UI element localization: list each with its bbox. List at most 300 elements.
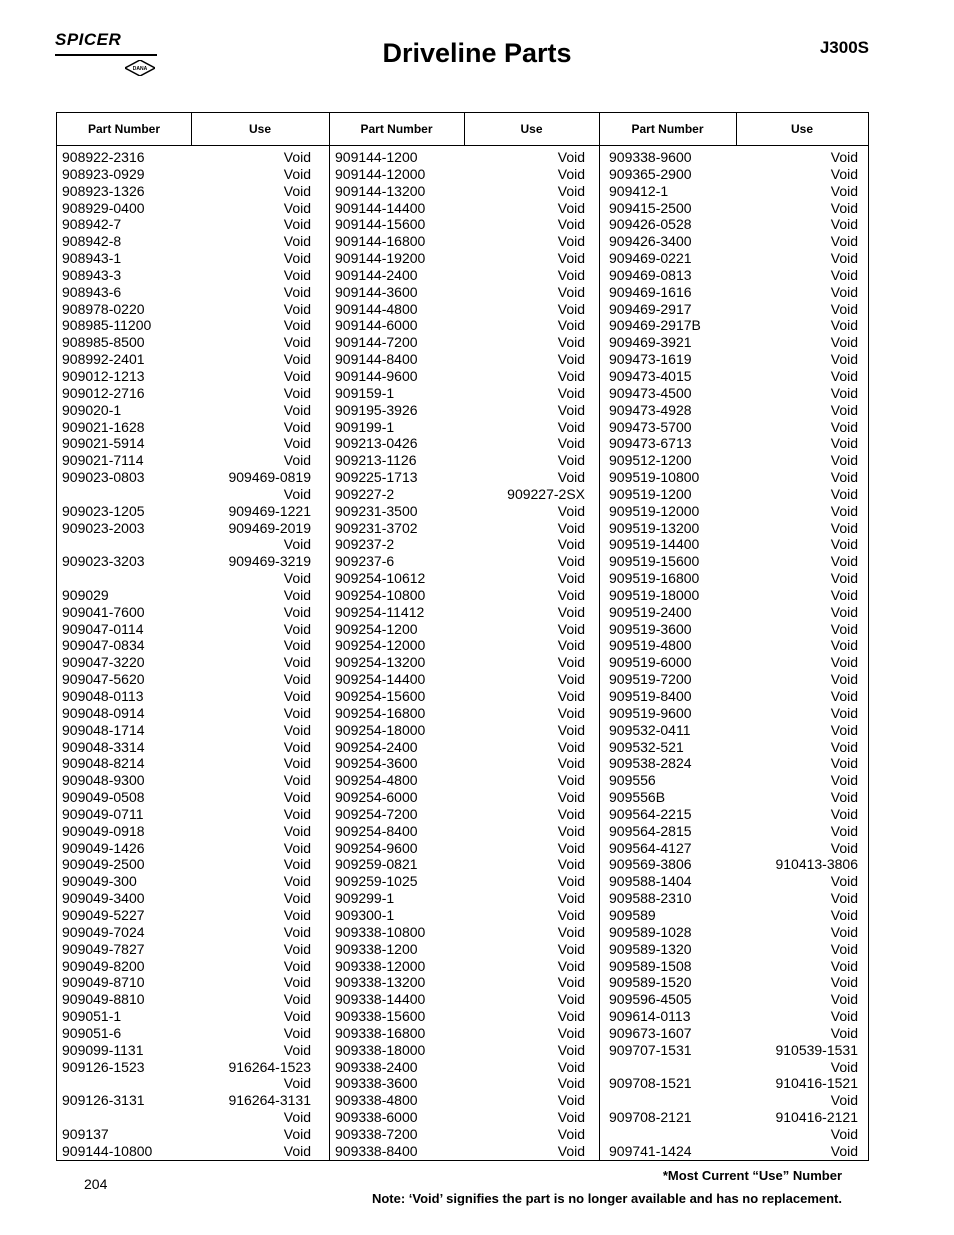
use-value: Void [830,822,858,839]
column-divider [329,113,330,1160]
use-value: Void [557,721,585,738]
use-value: Void [830,586,858,603]
use-value: 909469-0819 [228,469,311,486]
table-row [62,654,311,671]
table-row [335,486,585,503]
part-number: 909012-2716 [62,384,145,401]
use-value: Void [830,300,858,317]
part-number: 909538-2824 [609,755,692,772]
table-row [335,688,585,705]
use-value: Void [830,738,858,755]
table-row [609,806,858,823]
table-row [609,941,858,958]
use-value: Void [557,519,585,536]
table-row [335,1059,585,1076]
use-value: Void [557,856,585,873]
table-row [609,637,858,654]
table-row [335,671,585,688]
use-value: Void [830,721,858,738]
use-value: Void [283,435,311,452]
part-number: 909195-3926 [335,401,418,418]
table-row [609,553,858,570]
part-number: 909519-12000 [609,502,700,519]
part-number: 909708-1521 [609,1075,692,1092]
table-row [62,755,311,772]
table-row [335,452,585,469]
table-row [335,1042,585,1059]
use-value: Void [830,873,858,890]
table-row [335,216,585,233]
table-row [609,200,858,217]
part-number: 909051-1 [62,1008,122,1025]
table-row [335,991,585,1008]
part-number: 909473-4015 [609,367,692,384]
use-value: Void [557,688,585,704]
table-row [609,385,858,402]
part-number: 909519-3600 [609,620,692,637]
part-number: 909041-7600 [62,603,145,620]
part-number: 909020-1 [62,401,122,418]
part-number: 908943-6 [62,283,122,300]
table-row [335,368,585,385]
table-row [62,621,311,638]
table-row [335,907,585,924]
use-value: 910539-1531 [775,1041,858,1058]
part-number: 909048-9300 [62,772,145,789]
table-row [335,941,585,958]
table-row [609,1042,858,1059]
part-number: 909144-8400 [335,351,418,368]
part-number: 909473-4500 [609,384,692,401]
part-number: 909707-1531 [609,1041,692,1058]
use-value: Void [557,367,585,384]
table-row [335,924,585,941]
table-row [609,284,858,301]
table-row [609,1075,858,1092]
use-value: Void [830,452,858,469]
table-row [609,435,858,452]
use-value: Void [557,603,585,620]
use-value: Void [830,149,858,165]
part-number: 909144-15600 [335,216,426,233]
table-row [335,722,585,739]
use-value: Void [830,1008,858,1025]
use-value: Void [283,250,311,267]
part-number: 909227-2 [335,485,395,502]
use-value: Void [830,755,858,772]
part-number: 909049-0711 [62,805,144,822]
table-row [335,739,585,756]
use-value: Void [283,789,311,806]
table-row [335,1126,585,1143]
column-divider [599,113,600,1160]
part-number: 908929-0400 [62,199,145,216]
table-row [62,1059,311,1076]
part-number: 909589-1028 [609,923,692,940]
table-row [609,974,858,991]
part-number: 909569-3806 [609,856,692,873]
table-row [609,705,858,722]
table-row [62,587,311,604]
use-value: Void [830,637,858,654]
part-number: 909338-8400 [335,1142,418,1159]
use-value: Void [283,721,311,738]
part-number: 908923-0929 [62,165,145,182]
table-row [62,183,311,200]
table-row [335,1143,585,1160]
table-row [62,941,311,958]
table-row [609,958,858,975]
table-row [609,856,858,873]
part-number: 909365-2900 [609,165,692,182]
part-number: 909254-16800 [335,704,426,721]
part-number: 909596-4505 [609,991,692,1008]
part-number: 909519-16800 [609,570,700,587]
part-number: 909144-4800 [335,300,418,317]
use-value: Void [830,1142,858,1159]
table-row [609,1143,858,1160]
part-number: 909259-0821 [335,856,418,873]
table-row [62,351,311,368]
table-row [335,958,585,975]
table-row [335,553,585,570]
part-number: 909589-1320 [609,940,692,957]
table-row [62,806,311,823]
part-number: 909199-1 [335,418,395,435]
part-number: 909254-18000 [335,721,426,738]
part-number: 909614-0113 [609,1008,691,1025]
use-value: Void [557,266,585,283]
use-value: Void [830,570,858,587]
use-value: Void [283,418,311,435]
use-value: Void [557,216,585,233]
use-value: Void [557,384,585,401]
part-number: 909469-3921 [609,334,692,351]
part-number: 909029 [62,586,109,603]
use-value: Void [283,165,311,182]
part-number: 909254-1200 [335,620,418,637]
table-row [335,654,585,671]
part-number: 909144-3600 [335,283,418,300]
part-number: 909556 [609,772,656,789]
table-row [609,671,858,688]
use-value: 910416-2121 [775,1109,858,1126]
table-row [62,166,311,183]
table-row [609,688,858,705]
part-number: 909049-8200 [62,957,145,974]
table-row [609,755,858,772]
part-number: 909144-10800 [62,1142,153,1159]
table-row [62,520,311,537]
table-row [335,806,585,823]
use-value: Void [557,553,585,570]
use-value: Void [283,1125,311,1142]
part-number: 908943-1 [62,250,122,267]
part-number: 909532-521 [609,738,684,755]
use-value: Void [830,266,858,283]
part-number: 909708-2121 [609,1109,692,1126]
part-number: 909021-1628 [62,418,145,435]
use-value: Void [557,805,585,822]
header-divider [191,113,192,145]
table-row [62,688,311,705]
use-value: Void [830,283,858,300]
table-row [62,722,311,739]
part-number: 909144-14400 [335,199,426,216]
table-row [62,637,311,654]
use-value: Void [557,1008,585,1025]
table-row [62,486,311,503]
part-number: 909469-2917 [609,300,692,317]
table-row [609,1109,858,1126]
table-row [62,452,311,469]
part-number: 909049-1426 [62,839,145,856]
table-row [62,705,311,722]
table-row [335,233,585,250]
table-row [609,621,858,638]
use-value: Void [557,1125,585,1142]
part-number: 909023-1205 [62,502,145,519]
use-value: Void [283,839,311,856]
part-number: 909338-18000 [335,1041,426,1058]
part-number: 909049-0508 [62,789,145,806]
use-value: 916264-1523 [228,1058,311,1075]
table-row [62,789,311,806]
table-row [609,772,858,789]
use-value: Void [557,923,585,940]
table-row [62,1126,311,1143]
use-value: Void [557,165,585,182]
table-row [62,267,311,284]
table-row [609,317,858,334]
part-number: 909338-14400 [335,991,426,1008]
use-value: Void [830,603,858,620]
part-number: 909159-1 [335,384,395,401]
part-number: 909338-7200 [335,1125,418,1142]
use-value: Void [557,233,585,250]
table-row [335,823,585,840]
part-number: 909338-3600 [335,1075,418,1092]
use-value: Void [830,485,858,502]
table-row [62,216,311,233]
header-part-number-2: Part Number [360,121,433,136]
use-value: Void [557,822,585,839]
use-value: Void [557,1075,585,1092]
use-value: Void [283,603,311,620]
use-value: Void [557,671,585,688]
part-number: 908922-2316 [62,149,145,165]
use-value: Void [283,772,311,789]
use-value: Void [557,401,585,418]
part-number: 909051-6 [62,1024,122,1041]
use-value: Void [557,738,585,755]
use-value: Void [557,469,585,486]
use-value: Void [557,654,585,671]
use-value: Void [830,165,858,182]
table-row [335,1092,585,1109]
table-row [335,621,585,638]
part-number: 909556B [609,789,666,806]
part-number: 909144-6000 [335,317,418,334]
table-row [609,1059,858,1076]
part-number: 909673-1607 [609,1024,692,1041]
use-value: 909469-2019 [228,519,311,536]
table-row [335,166,585,183]
use-value: Void [283,266,311,283]
table-row [335,149,585,166]
use-value: Void [283,317,311,334]
use-value: Void [830,250,858,267]
table-row [609,334,858,351]
part-number: 909144-2400 [335,266,418,283]
use-value: Void [830,199,858,216]
use-value: Void [283,873,311,890]
table-header [57,113,868,146]
part-number: 909237-2 [335,536,395,553]
header-use-3: Use [790,121,813,136]
table-row [62,149,311,166]
table-row [335,587,585,604]
use-value: Void [830,435,858,452]
part-number: 909047-5620 [62,671,145,688]
table-row [609,149,858,166]
use-value: Void [283,216,311,233]
part-number: 909231-3702 [335,519,418,536]
part-number: 909225-1713 [335,469,418,486]
use-value: Void [283,1109,311,1126]
use-value: Void [557,772,585,789]
table-row [62,1008,311,1025]
use-value: Void [557,839,585,856]
use-value: Void [283,805,311,822]
table-row [62,435,311,452]
table-row [62,385,311,402]
use-value: Void [283,300,311,317]
part-number: 909473-6713 [609,435,692,452]
use-value: Void [830,502,858,519]
part-number: 909254-2400 [335,738,418,755]
use-value: 909469-3219 [228,553,311,570]
table-row [335,705,585,722]
use-value: Void [283,654,311,671]
part-number: 909254-7200 [335,805,418,822]
use-value: Void [283,199,311,216]
part-number: 909519-13200 [609,519,700,536]
part-number: 909532-0411 [609,721,691,738]
part-number: 909338-16800 [335,1024,426,1041]
table-row [609,402,858,419]
table-row [335,469,585,486]
table-row [335,536,585,553]
part-number: 909469-2917B [609,317,701,334]
table-row [335,789,585,806]
header-use-2: Use [520,121,543,136]
use-value: Void [557,755,585,772]
table-row [335,183,585,200]
page-title: Driveline Parts [382,38,572,68]
part-number: 909589-1520 [609,974,692,991]
use-value: Void [557,789,585,806]
table-row [335,200,585,217]
part-number: 909254-8400 [335,822,418,839]
table-row [609,520,858,537]
table-row [609,739,858,756]
part-number: 908942-8 [62,233,122,250]
use-value: Void [557,283,585,300]
use-value: Void [283,906,311,923]
part-number: 909259-1025 [335,873,418,890]
use-value: Void [283,856,311,873]
part-number: 909564-2815 [609,822,692,839]
use-value: Void [830,890,858,907]
table-row [609,166,858,183]
use-value: Void [557,536,585,553]
part-number: 909254-6000 [335,789,418,806]
use-value: Void [283,334,311,351]
table-row [335,402,585,419]
part-number: 909588-1404 [609,873,692,890]
table-row [335,974,585,991]
part-number: 909144-9600 [335,367,418,384]
table-row [335,503,585,520]
part-number: 909519-10800 [609,469,700,486]
use-value: Void [830,620,858,637]
use-value: Void [557,199,585,216]
table-row [62,1143,311,1160]
use-value: Void [830,805,858,822]
table-row [62,233,311,250]
table-row [609,722,858,739]
part-number: 909519-15600 [609,553,700,570]
use-value: Void [830,469,858,486]
use-value: Void [830,1024,858,1041]
part-number: 909338-15600 [335,1008,426,1025]
part-number: 909338-6000 [335,1109,418,1126]
part-number: 909231-3500 [335,502,418,519]
part-number: 909144-19200 [335,250,426,267]
part-number: 909048-8214 [62,755,145,772]
logo-badge-text: DANA [132,66,148,72]
part-number: 909588-2310 [609,890,692,907]
part-number: 909213-1126 [335,452,417,469]
use-value: Void [557,906,585,923]
table-row [62,890,311,907]
table-row [609,452,858,469]
use-value: Void [283,688,311,704]
table-row [62,1109,311,1126]
table-row [62,553,311,570]
part-number: 909589 [609,906,656,923]
use-value: Void [830,317,858,334]
table-row [62,739,311,756]
part-number: 909338-13200 [335,974,426,991]
table-row [62,823,311,840]
model-code: J300S [819,38,869,57]
table-row [609,469,858,486]
table-row [609,570,858,587]
table-row [62,856,311,873]
use-value: Void [830,1125,858,1142]
part-number: 909237-6 [335,553,395,570]
use-value: Void [830,654,858,671]
part-number: 909049-3400 [62,890,145,907]
part-number: 909144-13200 [335,182,426,199]
use-value: Void [283,452,311,469]
part-number: 909519-7200 [609,671,692,688]
table-row [609,907,858,924]
table-row [609,1126,858,1143]
table-row [609,536,858,553]
